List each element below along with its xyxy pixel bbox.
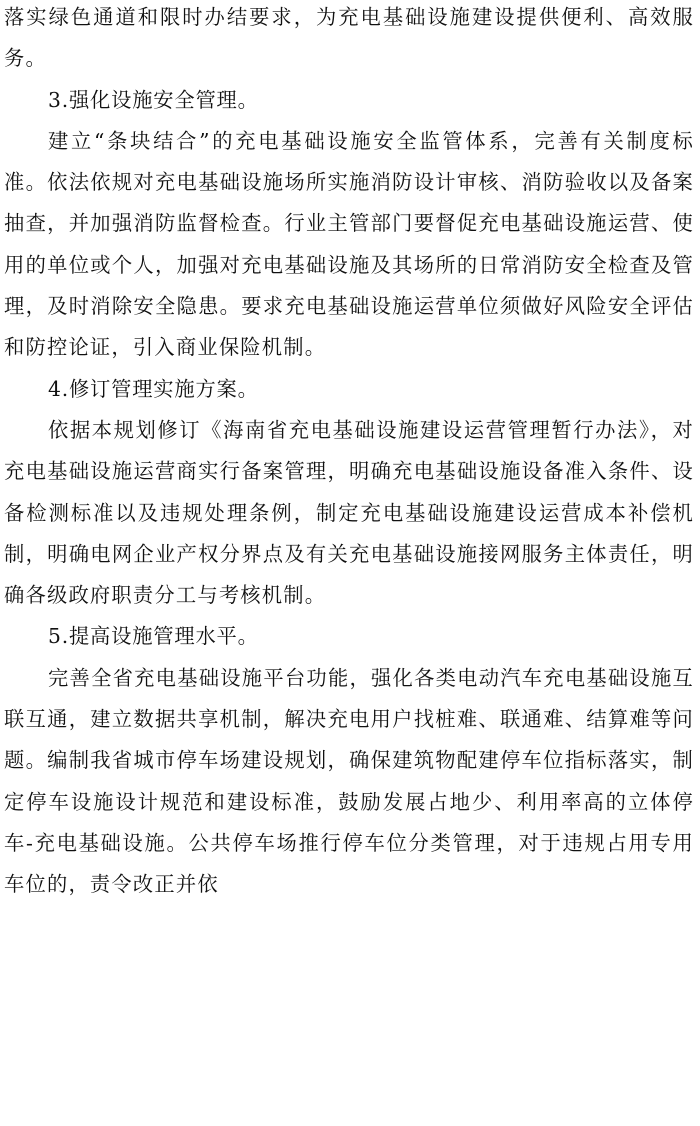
section-heading-5: 5.提高设施管理水平。 <box>48 624 259 649</box>
body-paragraph-safety: 建立“条块结合”的充电基础设施安全监管体系，完善有关制度标准。依法依规对充电基础设施场所实施消防设计审核、消防验收以及备案抽查，并加强消防监督检查。行业主管部门要督促充电基础设施运营、使用的单位或个人，加强对充电基础设施及其场所的日常消防安全检查及管理，及时消除安全隐患。要求充电基础设施运营单位须做好风险安全评估和防控论证，引入商业保险机制。 <box>4 128 694 360</box>
body-paragraph-management: 完善全省充电基础设施平台功能，强化各类电动汽车充电基础设施互联互通，建立数据共享机制，解决充电用户找桩难、联通难、结算难等问题。编制我省城市停车场建设规划，确保建筑物配建停车位指标落实，制定停车设施设计规范和建设标准，鼓励发展占地少、利用率高的立体停车-充电基础设施。公共停车场推行停车位分类管理，对于违规占用专用车位的，责令改正并依 <box>4 665 694 897</box>
body-paragraph-regulation: 依据本规划修订《海南省充电基础设施建设运营管理暂行办法》，对充电基础设施运营商实行备案管理，明确充电基础设施设备准入条件、设备检测标准以及违规处理条例，制定充电基础设施建设运营成本补偿机制，明确电网企业产权分界点及有关充电基础设施接网服务主体责任，明确各级政府职责分工与考核机制。 <box>4 417 694 608</box>
section-heading-3: 3.强化设施安全管理。 <box>48 87 259 112</box>
body-paragraph-continued: 落实绿色通道和限时办结要求，为充电基础设施建设提供便利、高效服务。 <box>4 5 694 71</box>
section-heading-4: 4.修订管理实施方案。 <box>48 376 259 401</box>
